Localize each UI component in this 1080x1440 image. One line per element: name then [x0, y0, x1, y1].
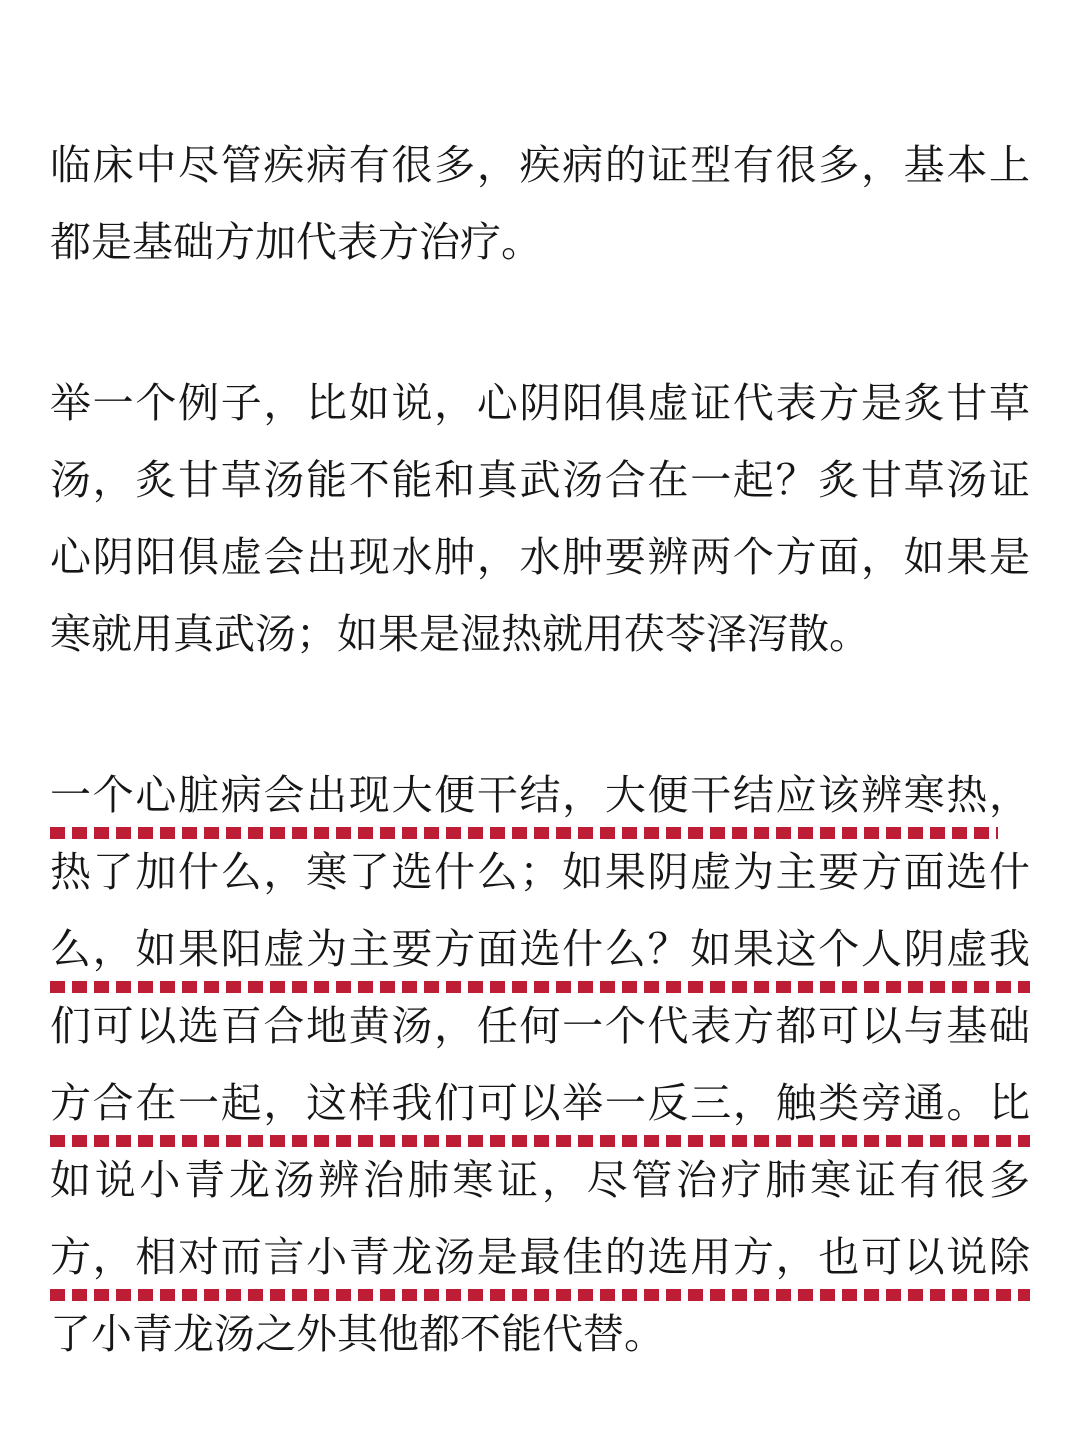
line-text: 方合在一起，这样我们可以举一反三，触类旁通。比 — [50, 1080, 1030, 1126]
text-line — [50, 519, 1030, 596]
line-text: 热了加什么，寒了选什么；如果阴虚为主要方面选什 — [50, 849, 1030, 895]
line-text: 都是基础方加代表方治疗。 — [50, 219, 542, 265]
line-text: 心阴阳俱虚会出现水肿，水肿要辨两个方面，如果是 — [50, 534, 1030, 580]
line-text: 临床中尽管疾病有很多，疾病的证型有很多，基本上 — [50, 142, 1030, 188]
line-text: 汤，炙甘草汤能不能和真武汤合在一起？炙甘草汤证 — [50, 457, 1030, 503]
line-text: 寒就用真武汤；如果是湿热就用茯苓泽泻散。 — [50, 611, 870, 657]
paragraph — [50, 127, 1030, 281]
paragraph — [50, 757, 1030, 1373]
line-text: 们可以选百合地黄汤，任何一个代表方都可以与基础 — [50, 1003, 1030, 1049]
text-line — [50, 911, 1030, 988]
text-line — [50, 127, 1030, 204]
text-line — [50, 1065, 1030, 1142]
text-line — [50, 365, 1030, 442]
text-line — [50, 757, 1030, 834]
text-line — [50, 834, 1030, 911]
text-line — [50, 204, 1030, 281]
line-text: 如说小青龙汤辨治肺寒证，尽管治疗肺寒证有很多 — [50, 1157, 1030, 1203]
text-line — [50, 596, 1030, 673]
line-text: 举一个例子，比如说，心阴阳俱虚证代表方是炙甘草 — [50, 380, 1030, 426]
paragraph — [50, 365, 1030, 673]
text-line — [50, 1219, 1030, 1296]
text-line — [50, 988, 1030, 1065]
line-text: 方，相对而言小青龙汤是最佳的选用方，也可以说除 — [50, 1234, 1030, 1280]
text-line — [50, 442, 1030, 519]
text-line — [50, 1296, 1030, 1373]
text-line — [50, 1142, 1030, 1219]
line-text: 了小青龙汤之外其他都不能代替。 — [50, 1311, 665, 1357]
line-text: 么，如果阳虚为主要方面选什么？如果这个人阴虚我 — [50, 926, 1030, 972]
line-text: 一个心脏病会出现大便干结，大便干结应该辨寒热， — [50, 772, 1030, 818]
